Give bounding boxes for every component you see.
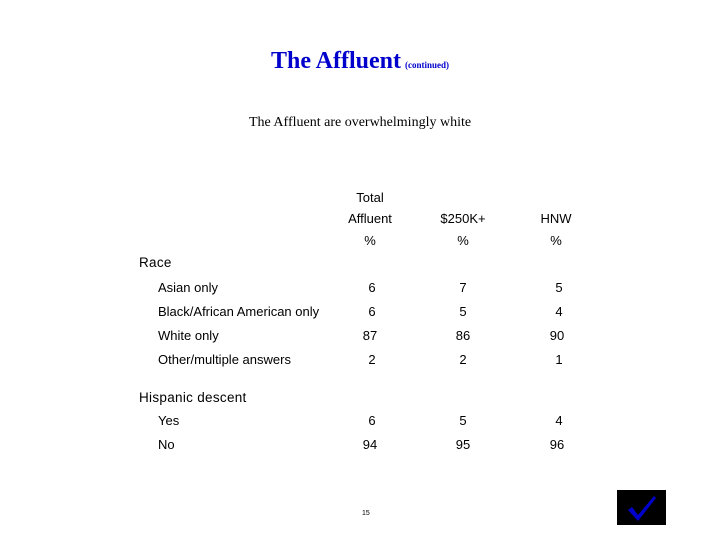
section-hispanic: Hispanic descent xyxy=(139,390,247,405)
cell-white-hnw: 90 xyxy=(549,328,565,343)
checkmark-glyph xyxy=(625,493,659,523)
cell-other-250k: 2 xyxy=(459,352,467,367)
cell-no-250k: 95 xyxy=(455,437,471,452)
column-header-250k: $250K+ xyxy=(440,211,486,226)
cell-yes-250k: 5 xyxy=(459,413,467,428)
cell-black-250k: 5 xyxy=(459,304,467,319)
row-label-white: White only xyxy=(158,328,219,343)
page-number: 15 xyxy=(362,510,370,517)
cell-yes-affluent: 6 xyxy=(368,413,376,428)
cell-asian-hnw: 5 xyxy=(555,280,563,295)
percent-hnw: % xyxy=(550,233,562,248)
cell-yes-hnw: 4 xyxy=(555,413,563,428)
header-total: Total xyxy=(356,190,384,205)
title-main: The Affluent xyxy=(270,48,401,74)
row-label-other: Other/multiple answers xyxy=(158,352,291,367)
cell-black-hnw: 4 xyxy=(555,304,563,319)
cell-no-hnw: 96 xyxy=(549,437,565,452)
cell-other-affluent: 2 xyxy=(368,352,376,367)
column-header-hnw: HNW xyxy=(540,211,572,226)
page-subtitle: The Affluent are overwhelmingly white xyxy=(248,115,472,130)
title-sub: (continued) xyxy=(405,60,450,70)
row-label-black: Black/African American only xyxy=(158,304,320,319)
percent-250k: % xyxy=(457,233,469,248)
row-label-yes: Yes xyxy=(158,413,180,428)
page-title xyxy=(0,48,720,75)
cell-asian-affluent: 6 xyxy=(368,280,376,295)
cell-white-250k: 86 xyxy=(455,328,471,343)
cell-white-affluent: 87 xyxy=(362,328,378,343)
cell-black-affluent: 6 xyxy=(368,304,376,319)
cell-no-affluent: 94 xyxy=(362,437,378,452)
column-header-affluent: Affluent xyxy=(348,211,392,226)
row-label-no: No xyxy=(158,437,175,452)
cell-asian-250k: 7 xyxy=(459,280,467,295)
cell-other-hnw: 1 xyxy=(555,352,563,367)
section-race: Race xyxy=(139,255,172,270)
row-label-asian: Asian only xyxy=(158,280,218,295)
percent-affluent: % xyxy=(364,233,376,248)
checkmark-icon[interactable] xyxy=(617,490,666,525)
